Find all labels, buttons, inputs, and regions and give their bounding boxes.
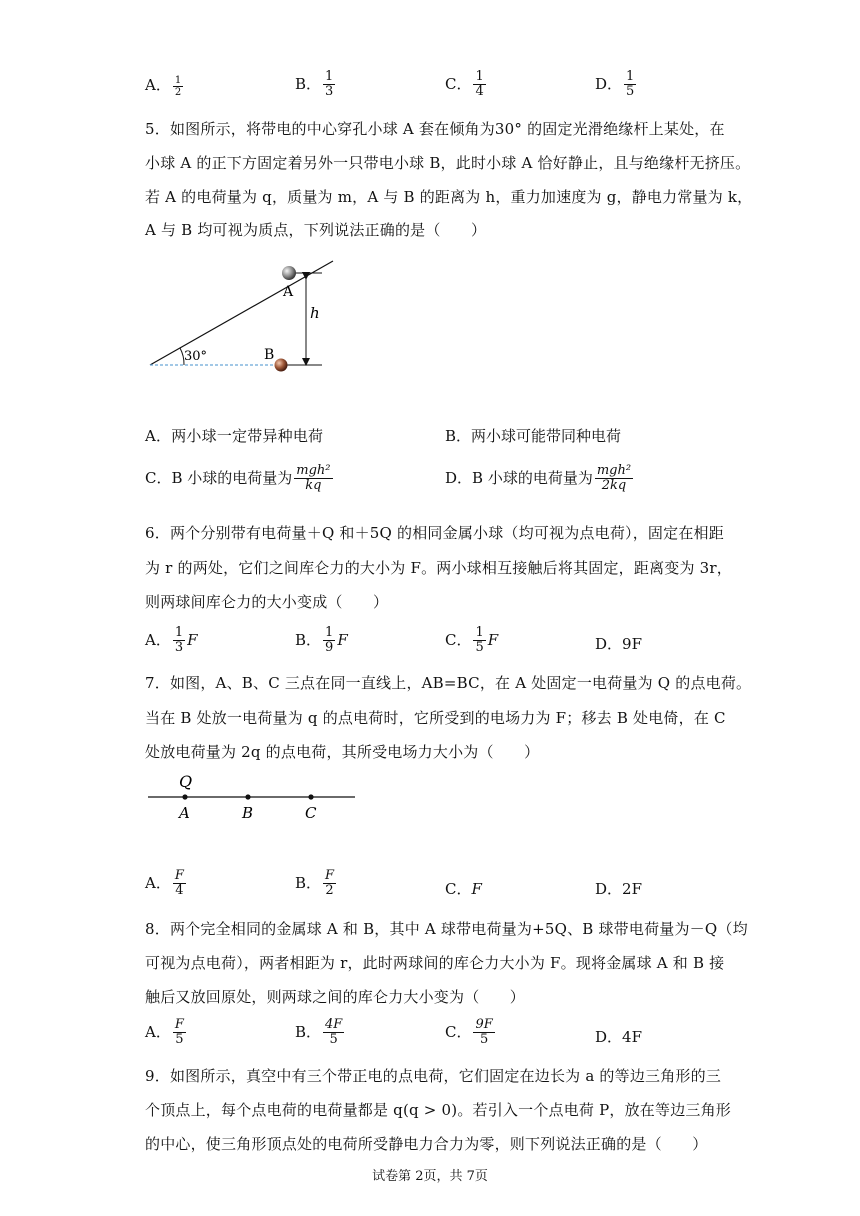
q6-option-d: D．9F <box>595 635 642 653</box>
ball-a <box>282 266 296 280</box>
label-q: Q <box>179 772 193 791</box>
q8-line-2: 可视为点电荷），两者相距为 r，此时两球间的库仑力大小为 F。现将金属球 A 和 B 接 <box>145 954 725 972</box>
q7-figure <box>145 766 360 826</box>
point-c <box>308 794 313 799</box>
q8-line-3: 触后又放回原处，则两球之间的库仑力大小变为（ ） <box>145 988 526 1006</box>
q7-line-3: 处放电荷量为 2q 的点电荷，其所受电场力大小为（ ） <box>145 743 540 761</box>
label-b: B <box>242 804 254 822</box>
ball-a-label: A <box>283 284 294 300</box>
q4-option-d: D． $\frac{1}{5}$ <box>595 69 635 100</box>
q7-option-b: B． $\frac{F}{2}$ <box>295 868 335 899</box>
ball-b-label: B <box>264 347 275 363</box>
point-b <box>245 794 250 799</box>
q9-line-1: 9．如图所示，真空中有三个带正电的点电荷，它们固定在边长为 a 的等边三角形的三 <box>145 1067 722 1085</box>
ball-b <box>275 359 288 372</box>
q8-option-c: C． $\frac{9F}{5}$ <box>445 1017 493 1048</box>
q7-option-c: C．F <box>445 880 482 898</box>
q6-line-3: 则两球间库仑力的大小变成（ ） <box>145 593 389 611</box>
q8-line-1: 8．两个完全相同的金属球 A 和 B，其中 A 球带电荷量为+5Q、B 球带电荷量为－Q（均 <box>145 920 748 938</box>
q6-line-2: 为 r 的两处，它们之间库仑力的大小为 F。两小球相互接触后将其固定，距离变为 3r， <box>145 559 732 577</box>
q8-option-b: B． $\frac{4F}{5}$ <box>295 1017 343 1048</box>
q5-option-b: B．两小球可能带同种电荷 <box>445 427 622 445</box>
q5-figure <box>140 258 360 378</box>
q9-line-2: 个顶点上，每个点电荷的电荷量都是 q(q > 0)。若引入一个点电荷 P，放在等边三角形 <box>145 1101 731 1119</box>
q5-line-3: 若 A 的电荷量为 q，质量为 m，A 与 B 的距离为 h，重力加速度为 g，静电力常量为 k， <box>145 188 753 206</box>
q8-option-a: A． $\frac{F}{5}$ <box>145 1017 184 1048</box>
q6-option-a: A． $\frac{1}{3}$ F <box>145 625 198 656</box>
q5-option-a: A．两小球一定带异种电荷 <box>145 427 324 445</box>
q6-line-1: 6．两个分别带有电荷量＋Q 和＋5Q 的相同金属小球（均可视为点电荷），固定在相距 <box>145 524 724 542</box>
label-a: A <box>179 804 190 822</box>
h-label: h <box>310 304 320 322</box>
q4-option-a: A． $\frac{1}{2}$ <box>145 74 182 98</box>
q6-option-b: B． $\frac{1}{9}$ F <box>295 625 348 656</box>
q5-option-d: D．B 小球的电荷量为 $\frac{\text{mgh²}}{2kq}$ <box>445 463 632 494</box>
label-c: C <box>305 804 317 822</box>
q7-line-1: 7．如图，A、B、C 三点在同一直线上，AB=BC，在 A 处固定一电荷量为 Q 的点电荷。 <box>145 674 752 692</box>
page-footer: 试卷第 2页，共 7页 <box>372 1169 488 1184</box>
q6-option-c: C． $\frac{1}{5}$ F <box>445 625 499 656</box>
q5-line-1: 5．如图所示，将带电的中心穿孔小球 A 套在倾角为30° 的固定光滑绝缘杆上某处，在 <box>145 120 725 138</box>
q5-option-c: C．B 小球的电荷量为 $\frac{\text{mgh²}}{kq}$ <box>145 463 331 494</box>
q4-option-b: B． $\frac{1}{3}$ <box>295 69 334 100</box>
q4-option-c: C． $\frac{1}{4}$ <box>445 69 484 100</box>
q7-option-a: A． $\frac{F}{4}$ <box>145 868 184 899</box>
point-a <box>182 794 187 799</box>
q7-option-d: D．2F <box>595 880 642 898</box>
q9-line-3: 的中心，使三角形顶点处的电荷所受静电力合力为零，则下列说法正确的是（ ） <box>145 1135 708 1153</box>
q5-line-4: A 与 B 均可视为质点，下列说法正确的是（ ） <box>145 221 487 239</box>
q7-line-2: 当在 B 处放一电荷量为 q 的点电荷时，它所受到的电场力为 F；移去 B 处电倚，在 C <box>145 709 726 727</box>
q8-option-d: D．4F <box>595 1028 642 1046</box>
angle-label: 30° <box>184 349 208 364</box>
q5-line-2: 小球 A 的正下方固定着另外一只带电小球 B，此时小球 A 恰好静止，且与绝缘杆无挤压。 <box>145 154 751 172</box>
